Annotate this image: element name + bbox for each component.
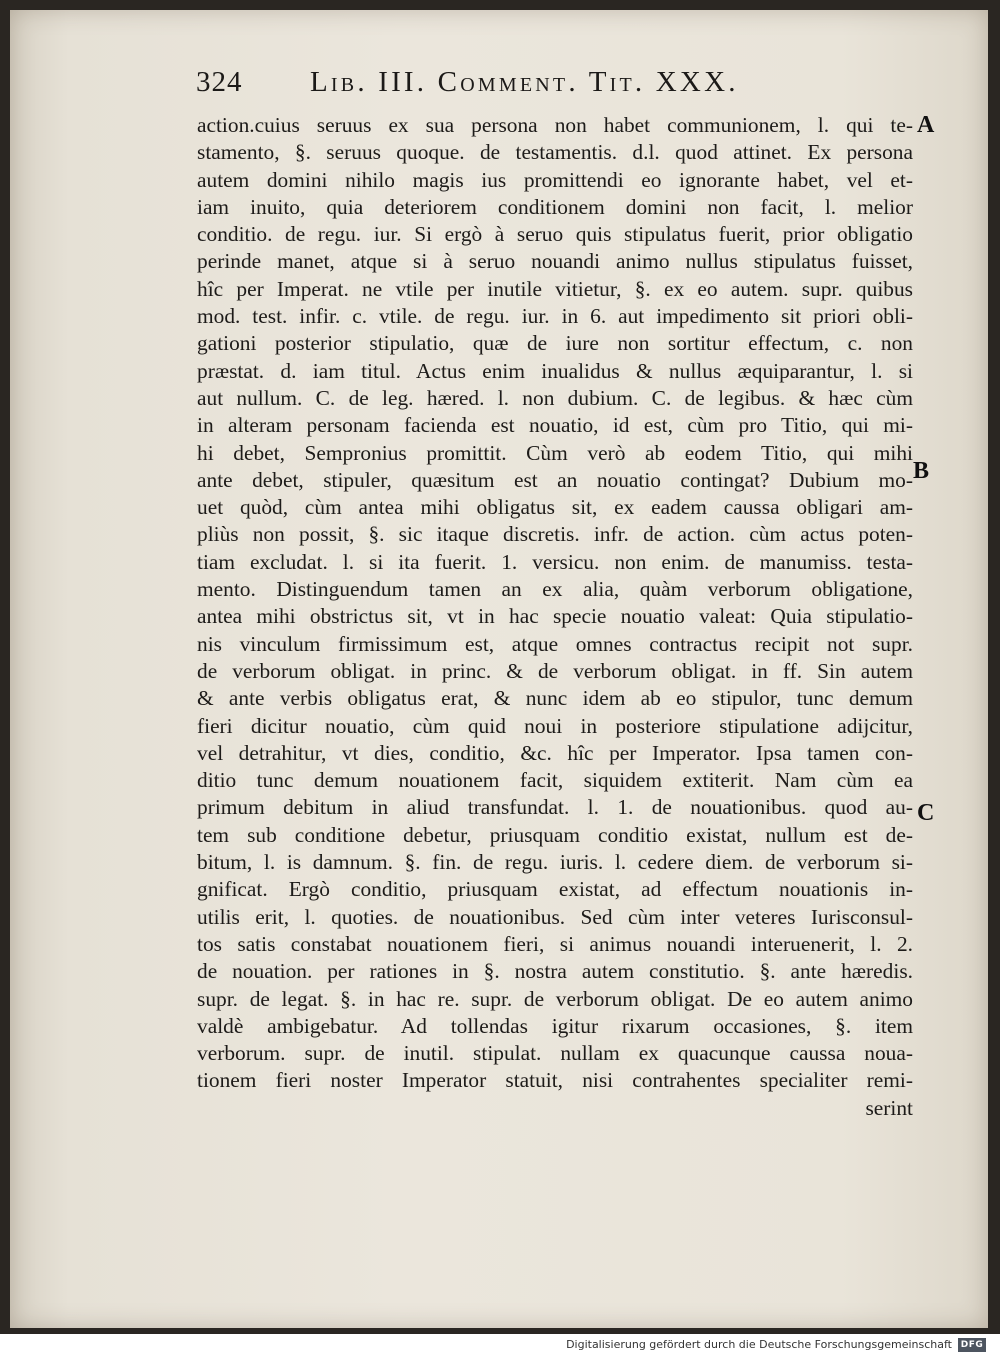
text-line: mod. test. infir. c. vtile. de regu. iur. in 6. aut impedimento sit priori obli- bbox=[197, 304, 913, 329]
text-line: pliùs non possit, §. sic itaque discretis. infr. de action. cùm actus poten- bbox=[197, 522, 913, 547]
text-line: gationi posterior stipulatio, quæ de iure non sortitur effectum, c. non bbox=[197, 331, 913, 356]
marginal-letter-c: C bbox=[917, 800, 935, 826]
text-line: action.cuius seruus ex sua persona non habet communionem, l. qui te- bbox=[197, 113, 913, 137]
text-line: conditio. de regu. iur. Si ergò à seruo quis stipulatus fuerit, prior obligatio bbox=[197, 222, 913, 247]
page-header bbox=[196, 66, 808, 106]
text-line: ditio tunc demum nouationem facit, siquidem extiterit. Nam cùm ea bbox=[197, 768, 913, 793]
text-line: tiam excludat. l. si ita fuerit. 1. versicu. non enim. de manumiss. testa- bbox=[197, 549, 913, 574]
text-line: & ante verbis obligatus erat, & nunc idem ab eo stipulor, tunc demum bbox=[197, 686, 913, 711]
text-line: hi debet, Sempronius promittit. Cùm verò ab eodem Titio, qui mihi bbox=[197, 440, 913, 465]
text-line: præstat. d. iam titul. Actus enim inualidus & nullus æquiparantur, l. si bbox=[197, 358, 913, 383]
text-line: uet quòd, cùm antea mihi obligatus sit, ex eadem caussa obligari am- bbox=[197, 495, 913, 520]
text-line: fieri dicitur nouatio, cùm quid noui in posteriore stipulatione adijcitur, bbox=[197, 713, 913, 738]
text-line: aut nullum. C. de leg. hæred. l. non dubium. C. de legibus. & hæc cùm bbox=[197, 385, 913, 410]
text-line: gnificat. Ergò conditio, priusquam existat, ad effectum nouationis in- bbox=[197, 877, 913, 902]
text-line: iam inuito, quia deteriorem conditionem domini non facit, l. melior bbox=[197, 194, 913, 219]
text-line: perinde manet, atque si à seruo nouandi animo nullus stipulatus fuisset, bbox=[197, 249, 913, 274]
text-line: verborum. supr. de inutil. stipulat. nullam ex quacunque caussa noua- bbox=[197, 1041, 913, 1066]
text-line: tos satis constabat nouationem fieri, si animus nouandi interuenerit, l. 2. bbox=[197, 931, 913, 956]
text-line: vel detrahitur, vt dies, conditio, &c. hîc per Imperator. Ipsa tamen con- bbox=[197, 740, 913, 765]
text-line: autem domini nihilo magis ius promittendi eo ignorante habet, vel et- bbox=[197, 167, 913, 192]
text-line: antea mihi obstrictus sit, vt in hac specie nouatio valeat: Quia stipulatio- bbox=[197, 604, 913, 629]
text-line: stamento, §. seruus quoque. de testamentis. d.l. quod attinet. Ex persona bbox=[197, 140, 913, 165]
text-line: primum debitum in aliud transfundat. l. 1. de nouationibus. quod au- bbox=[197, 795, 913, 820]
text-line: nis vinculum firmissimum est, atque omnes contractus recipit not supr. bbox=[197, 631, 913, 656]
catchword: serint bbox=[865, 1095, 913, 1120]
page-number: 324 bbox=[196, 66, 243, 98]
text-line: valdè ambigebatur. Ad tollendas igitur rixarum occasiones, §. item bbox=[197, 1013, 913, 1038]
text-line: tem sub conditione debetur, priusquam conditio existat, nullum est de- bbox=[197, 822, 913, 847]
text-line: bitum, l. is damnum. §. fin. de regu. iuris. l. cedere diem. de verborum si- bbox=[197, 850, 913, 875]
running-title: Lib. III. Comment. Tit. XXX. bbox=[310, 66, 739, 98]
body-text bbox=[197, 112, 913, 1122]
text-line: tionem fieri noster Imperator statuit, nisi contrahentes specialiter remi- bbox=[197, 1068, 913, 1093]
dfg-logo: DFG bbox=[958, 1338, 986, 1352]
text-line: utilis erit, l. quoties. de nouationibus. Sed cùm inter veteres Iurisconsul- bbox=[197, 904, 913, 929]
text-line: supr. de legat. §. in hac re. supr. de verborum obligat. De eo autem animo bbox=[197, 986, 913, 1011]
text-line: de nouation. per rationes in §. nostra autem constitutio. §. ante hæredis. bbox=[197, 959, 913, 984]
digitization-note: Digitalisierung gefördert durch die Deutsche Forschungsgemeinschaft bbox=[566, 1338, 952, 1351]
text-line: ante debet, stipuler, quæsitum est an nouatio contingat? Dubium mo- bbox=[197, 467, 913, 492]
text-line: de verborum obligat. in princ. & de verborum obligat. in ff. Sin autem bbox=[197, 658, 913, 683]
marginal-letter-b: B bbox=[913, 458, 930, 484]
digitization-footer bbox=[0, 1334, 1000, 1356]
text-line: in alteram personam facienda est nouatio, id est, cùm pro Titio, qui mi- bbox=[197, 413, 913, 438]
text-line: hîc per Imperat. ne vtile per inutile vitietur, §. ex eo autem. supr. quibus bbox=[197, 276, 913, 301]
marginal-letter-a: A bbox=[917, 112, 935, 138]
text-line: mento. Distinguendum tamen an ex alia, quàm verborum obligatione, bbox=[197, 577, 913, 602]
